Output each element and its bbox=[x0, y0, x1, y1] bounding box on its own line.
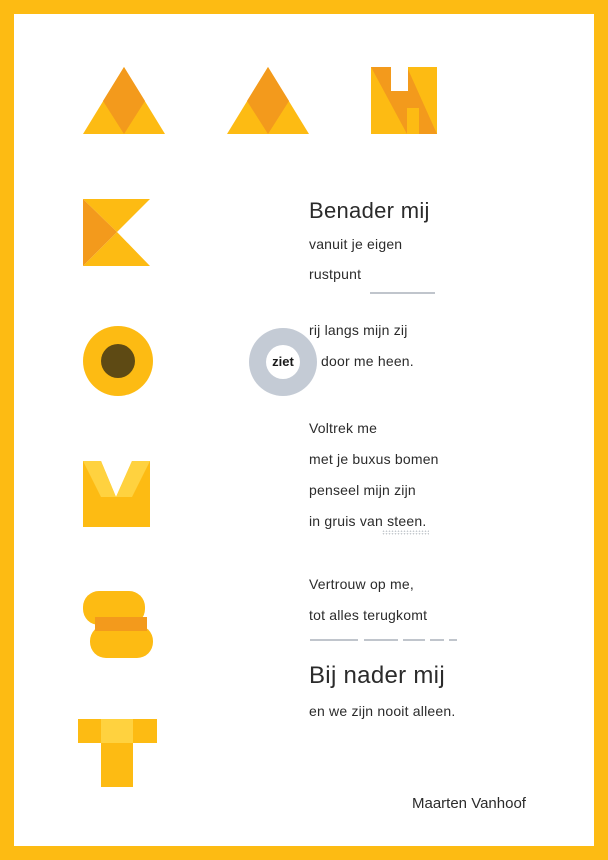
poem-line-10: tot alles terugkomt bbox=[309, 607, 428, 623]
poem-line-4: door me heen. bbox=[321, 353, 414, 369]
letter-o bbox=[83, 326, 153, 396]
author-name: Maarten Vanhoof bbox=[412, 795, 526, 812]
poem-line-6: met je buxus bomen bbox=[309, 451, 439, 467]
letter-a-2 bbox=[227, 67, 309, 134]
poem-line-9: Vertrouw op me, bbox=[309, 576, 414, 592]
poem-line-2: rustpunt bbox=[309, 266, 362, 282]
rule-seg-3 bbox=[403, 639, 425, 641]
poem-title: Benader mij bbox=[309, 198, 430, 223]
poem-line-1: vanuit je eigen bbox=[309, 236, 403, 252]
rule-seg-5 bbox=[449, 639, 457, 641]
gravel-dots bbox=[382, 530, 429, 535]
poem-closing-line: en we zijn nooit alleen. bbox=[309, 703, 456, 719]
ziet-circle bbox=[249, 328, 317, 396]
letter-m bbox=[83, 461, 150, 527]
letter-t bbox=[78, 719, 157, 787]
letter-s bbox=[83, 591, 153, 658]
poem-closing-title: Bij nader mij bbox=[309, 662, 445, 689]
poem-line-5: Voltrek me bbox=[309, 420, 378, 436]
letter-k bbox=[83, 199, 150, 266]
rule-rustpunt bbox=[370, 292, 435, 294]
poem-line-3: rij langs mijn zij bbox=[309, 322, 408, 338]
rule-seg-1 bbox=[310, 639, 358, 641]
letter-a-1 bbox=[83, 67, 165, 134]
poem-line-7: penseel mijn zijn bbox=[309, 482, 416, 498]
letter-n bbox=[371, 67, 437, 134]
rule-seg-2 bbox=[364, 639, 398, 641]
ziet-word: ziet bbox=[272, 354, 294, 369]
poem-line-8: in gruis van steen. bbox=[309, 513, 427, 529]
rule-seg-4 bbox=[430, 639, 444, 641]
